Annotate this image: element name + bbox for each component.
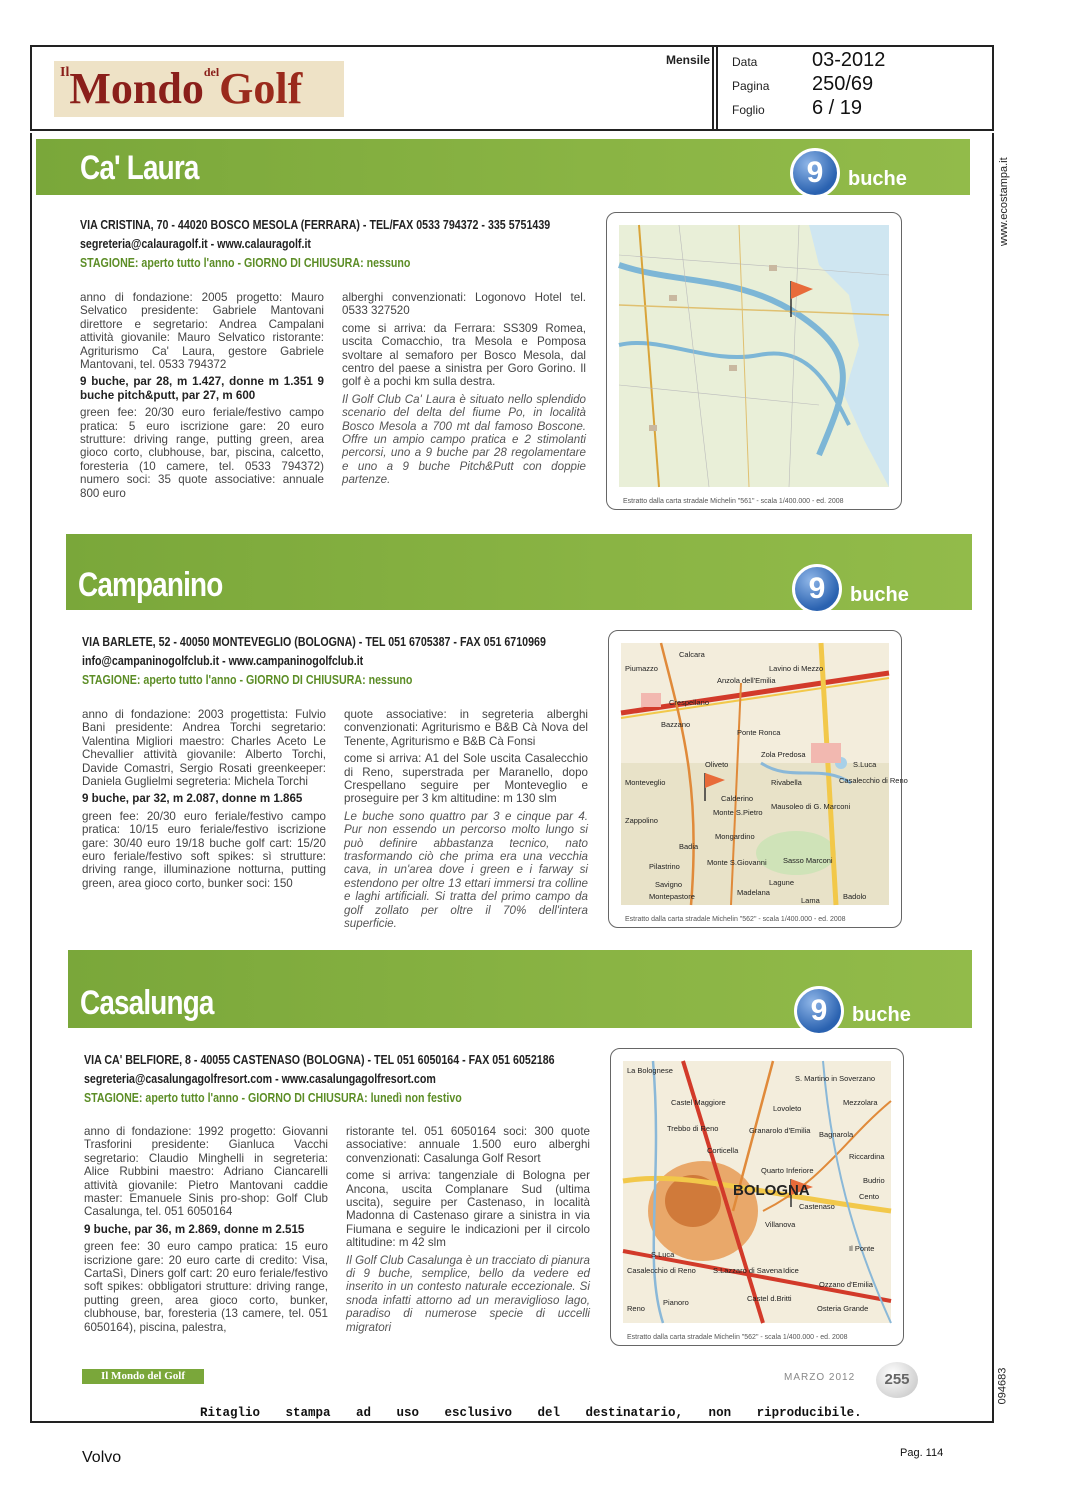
directions-text: come si arriva: A1 del Sole uscita Casalecchio di Reno, superstrada per Maranello, dopo Crespellano seguire per Monteveglio e proseguire per 3 km altitudine: m 130 slm <box>344 752 588 806</box>
info-column-right <box>344 708 588 935</box>
clipping-page-number: Pag. 114 <box>900 1447 944 1459</box>
footer-magazine-tag: Il Mondo del Golf <box>82 1369 204 1384</box>
map-label: Montepastore <box>649 892 695 901</box>
map-label: Casalecchio di Reno <box>839 776 908 785</box>
course-map <box>610 1048 904 1346</box>
data-label: Data <box>732 55 758 69</box>
map-label: Granarolo d'Emilia <box>749 1126 811 1135</box>
map-label: Zola Predosa <box>761 750 806 759</box>
pagina-value: 250/69 <box>812 73 874 95</box>
map-label: Zappolino <box>625 816 658 825</box>
course-map <box>608 630 908 928</box>
course-contact: segreteria@calauragolf.it - www.calauragolf.it <box>80 236 311 251</box>
info-column-right <box>346 1125 590 1338</box>
header-divider <box>712 47 718 131</box>
logo-mondo: Mondo <box>69 64 204 113</box>
side-code-text: 094683 <box>996 1367 1009 1405</box>
client-name: Volvo <box>82 1449 122 1466</box>
course-address-block <box>80 215 550 272</box>
map-label: Calderino <box>721 794 754 803</box>
map-label: Corticella <box>707 1146 739 1155</box>
map-label: Lama <box>801 896 820 905</box>
map-label: Crespellano <box>669 698 710 707</box>
hotels-text: ristorante tel. 051 6050164 soci: 300 quote associative: annuale 1.500 euro alberghi convenzionati: Casalunga Golf Resort <box>346 1125 590 1165</box>
course-season: STAGIONE: aperto tutto l'anno - GIORNO DI CHIUSURA: nessuno <box>80 255 411 270</box>
map-image-bologna <box>623 1061 891 1323</box>
holes-label: buche <box>850 584 909 606</box>
map-label: Monte S.Giovanni <box>707 858 767 867</box>
course-map <box>606 212 902 510</box>
map-label: Monte S.Pietro <box>713 808 763 817</box>
map-label: Castenaso <box>799 1202 835 1211</box>
holes-badge: 9 <box>794 986 844 1036</box>
foglio-value: 6 / 19 <box>812 97 863 119</box>
map-label: Savigno <box>655 880 683 889</box>
map-image-monteveglio <box>621 643 908 905</box>
map-label: Castel d.Britti <box>747 1294 792 1303</box>
map-label: S.Luca <box>853 760 877 769</box>
course-stats: 9 buche, par 32, m 2.087, donne m 1.865 <box>82 792 303 806</box>
map-image-delta-po <box>619 225 889 487</box>
course-address-block <box>82 632 546 689</box>
info-column-left <box>80 291 324 504</box>
data-value: 03-2012 <box>812 49 886 71</box>
info-text: anno di fondazione: 2003 progettista: Fulvio Bani presidente: Andrea Torchi segretario: Valentina Migliori maestro: Charles Aceto Le Chevallier attività giovanile: Alberto Torchi, Davide Comastri, Sergio Rosati greenkeeper: Daniela Guglielmi segreteria: Michela Torchi <box>82 708 326 789</box>
course-description: Il Golf Club Casalunga è un tracciato di pianura di 9 buche, semplice, bello da vedere ed inserito in un contesto naturale eccezionale. Si snoda infatti attorno ad un meraviglioso lago, paradiso di numerose specie di uccelli migratori <box>346 1253 590 1334</box>
logo-del: del <box>203 65 220 79</box>
map-label: S. Martino in Soverzano <box>795 1074 876 1083</box>
map-label: Madelana <box>737 888 770 897</box>
info-text-fees: green fee: 20/30 euro feriale/festivo campo pratica: 10/15 euro feriale/festivo iscrizione gare: 30/40 euro 19/18 buche golf cart: 15/20 euro feriale/festivo soft spikes: sì strutture: driving range, illuminazione notturna, putting green, area gioco corto, bunker soci: 150 <box>82 809 326 890</box>
map-label: Monteveglio <box>625 778 666 787</box>
hotels-text: quote associative: in segreteria alberghi convenzionati: Agriturismo e B&B Cà Nova del Tenente, Agriturismo e B&B Cà Fonsi <box>344 708 588 748</box>
map-label: Rivabella <box>771 778 802 787</box>
directions-text: come si arriva: da Ferrara: SS309 Romea, uscita Comacchio, tra Mesola e Pomposa svoltare al semaforo per Bosco Mesola, dal centro del paese a sinistra per Goro Gorino. Il golf è a pochi km sulla destra. <box>342 321 586 389</box>
map-label: Quarto Inferiore <box>761 1166 814 1175</box>
footer-page-number: 255 <box>876 1362 918 1398</box>
map-label: Cento <box>859 1192 880 1201</box>
map-label: S.Lazzaro di Savena <box>713 1266 783 1275</box>
frequency-label: Mensile <box>666 53 711 67</box>
map-label: La Bolognese <box>627 1066 673 1075</box>
map-label: Villanova <box>765 1220 796 1229</box>
info-text: anno di fondazione: 1992 progetto: Giovanni Trasforini presidente: Gianluca Vacchi segretario: Claudio Minghelli in segreteria: Alice Rubbini maestro: Adriano Ciancarelli attività giovanile: Pietro Mantovani caddie master: Emanuele Sinis pro-shop: Golf Club Casalunga, tel. 051 6050164 <box>84 1125 328 1219</box>
map-label: Lavino di Mezzo <box>769 664 824 673</box>
course-description: Il Golf Club Ca' Laura è situato nello splendido scenario del delta del fiume Po, in località Bosco Mesola a 700 mt dal famoso Boscone. Offre un ampio campo pratica e 2 stimolanti percorsi, uno a 9 buche par 28 regolamentare e uno a 9 buche Pitch&Putt con doppie partenze. <box>342 392 586 487</box>
info-column-left <box>84 1125 328 1338</box>
side-code <box>994 1365 1014 1415</box>
logo-golf: Golf <box>219 64 303 113</box>
map-label: Budrio <box>863 1176 885 1185</box>
side-url <box>994 150 1014 250</box>
course-title: Casalunga <box>80 984 214 1022</box>
map-label: Reno <box>627 1304 645 1313</box>
pagina-label: Pagina <box>732 79 770 93</box>
map-caption: Estratto dalla carta stradale Michelin "561" - scala 1/400.000 - ed. 2008 <box>623 498 844 505</box>
holes-label: buche <box>852 1004 911 1026</box>
map-label: Calcara <box>679 650 705 659</box>
map-label: Trebbo di Reno <box>667 1124 719 1133</box>
map-label: S.Luca <box>651 1250 675 1259</box>
course-address: VIA CA' BELFIORE, 8 - 40055 CASTENASO (BOLOGNA) - TEL 051 6050164 - FAX 051 6052186 <box>84 1052 555 1067</box>
masthead-frame <box>30 45 994 131</box>
course-season: STAGIONE: aperto tutto l'anno - GIORNO DI CHIUSURA: lunedì non festivo <box>84 1090 462 1105</box>
holes-badge: 9 <box>790 148 840 198</box>
footer-month: MARZO 2012 <box>784 1372 856 1383</box>
map-label: Ozzano d'Emilia <box>819 1280 873 1289</box>
info-text: anno di fondazione: 2005 progetto: Mauro Selvatico presidente: Gabriele Mantovani direttore e segretario: Andrea Campalani attività giovanile: Mauro Selvatico ristorante: Agriturismo Ca' Laura, gestore Gabriele Mantovani, tel. 0533 794372 <box>80 291 324 372</box>
map-label: Oliveto <box>705 760 729 769</box>
copyright-disclaimer: Ritaglio stampa ad uso esclusivo del destinatario, non riproducibile. <box>200 1406 862 1420</box>
map-label: Il Ponte <box>849 1244 875 1253</box>
map-label: Bazzano <box>661 720 691 729</box>
map-label: Sasso Marconi <box>783 856 833 865</box>
course-title: Ca' Laura <box>80 149 199 187</box>
map-label: Idice <box>783 1266 799 1275</box>
magazine-logo <box>54 61 344 117</box>
hotels-text: alberghi convenzionati: Logonovo Hotel tel. 0533 327520 <box>342 291 586 318</box>
map-caption: Estratto dalla carta stradale Michelin "562" - scala 1/400.000 - ed. 2008 <box>625 916 846 923</box>
holes-badge: 9 <box>792 564 842 614</box>
issue-info-box <box>720 47 994 131</box>
course-contact: info@campaninogolfclub.it - www.campaninogolfclub.it <box>82 653 364 668</box>
directions-text: come si arriva: tangenziale di Bologna per Ancona, uscita Complanare Sud (ultima uscita), seguire per Castenaso, in località Madonna di Castenaso girare a sinistra in via Fiumana e seguire le indicazioni per il circolo altitudine: m 42 slm <box>346 1169 590 1250</box>
map-label: Bagnarola <box>819 1130 854 1139</box>
foglio-label: Foglio <box>732 103 765 117</box>
map-caption: Estratto dalla carta stradale Michelin "562" - scala 1/400.000 - ed. 2008 <box>627 1334 848 1341</box>
logo-il: Il <box>60 65 70 80</box>
course-address-block <box>84 1050 555 1107</box>
map-label-city: BOLOGNA <box>733 1182 810 1199</box>
course-address: VIA CRISTINA, 70 - 44020 BOSCO MESOLA (FERRARA) - TEL/FAX 0533 794372 - 335 5751439 <box>80 217 551 232</box>
course-contact: segreteria@casalungagolfresort.com - www.casalungagolfresort.com <box>84 1071 436 1086</box>
info-text-fees: green fee: 20/30 euro feriale/festivo campo pratica: 5 euro iscrizione gare: 20 euro strutture: driving range, putting green, area gioco corto, clubhouse, bar, piscina, calcetto, foresteria (10 camere, tel. 0533 794372) numero soci: 35 quote associative: annuale 800 euro <box>80 406 324 500</box>
info-column-right <box>342 291 586 491</box>
map-label: Ponte Ronca <box>737 728 781 737</box>
course-title: Campanino <box>78 566 223 604</box>
map-label: Pilastrino <box>649 862 680 871</box>
course-address: VIA BARLETE, 52 - 40050 MONTEVEGLIO (BOLOGNA) - TEL 051 6705387 - FAX 051 6710969 <box>82 634 546 649</box>
map-label: Mezzolara <box>843 1098 878 1107</box>
map-label: Badolo <box>843 892 867 901</box>
course-stats: 9 buche, par 36, m 2.869, donne m 2.515 <box>84 1222 305 1236</box>
course-season: STAGIONE: aperto tutto l'anno - GIORNO DI CHIUSURA: nessuno <box>82 672 413 687</box>
holes-label: buche <box>848 168 907 190</box>
map-label: Anzola dell'Emilia <box>717 676 776 685</box>
map-label: Mausoleo di G. Marconi <box>771 802 851 811</box>
map-label: Badia <box>679 842 699 851</box>
course-description: Le buche sono quattro par 3 e cinque par 4. Pur non essendo un percorso molto lungo si può definire abbastanza tecnico, nato trasformando ciò che prima era una vecchia cava, in un'area dove i green e i farway si estendono per oltre 13 ettari immersi tra colline e laghi artificiali. Si tratta del primo campo da golf zollato per oltre il 70% dell'intera superficie. <box>344 809 588 931</box>
map-label: Pianoro <box>663 1298 689 1307</box>
course-stats: 9 buche, par 28, m 1.427, donne m 1.351 9 buche pitch&putt, par 27, m 600 <box>80 375 324 402</box>
map-label: Mongardino <box>715 832 755 841</box>
map-label: Piumazzo <box>625 664 658 673</box>
side-url-text: www.ecostampa.it <box>998 157 1010 246</box>
info-text-fees: green fee: 30 euro campo pratica: 15 euro iscrizione gare: 20 euro carte di credito: Visa, CartaSì, Diners golf cart: 20 euro feriale/festivo soft spikes: obbligatori strutture: driving range, putting green, area gioco corto, bunker, clubhouse, bar, foresteria (13 camere, tel. 051 6050164), piscina, palestra, <box>84 1240 328 1334</box>
map-label: Riccardina <box>849 1152 885 1161</box>
map-label: Osteria Grande <box>817 1304 869 1313</box>
map-label: Lovoleto <box>773 1104 802 1113</box>
map-label: Lagune <box>769 878 795 887</box>
map-label: Castel Maggiore <box>671 1098 726 1107</box>
map-label: Casalecchio di Reno <box>627 1266 696 1275</box>
info-column-left <box>82 708 326 894</box>
